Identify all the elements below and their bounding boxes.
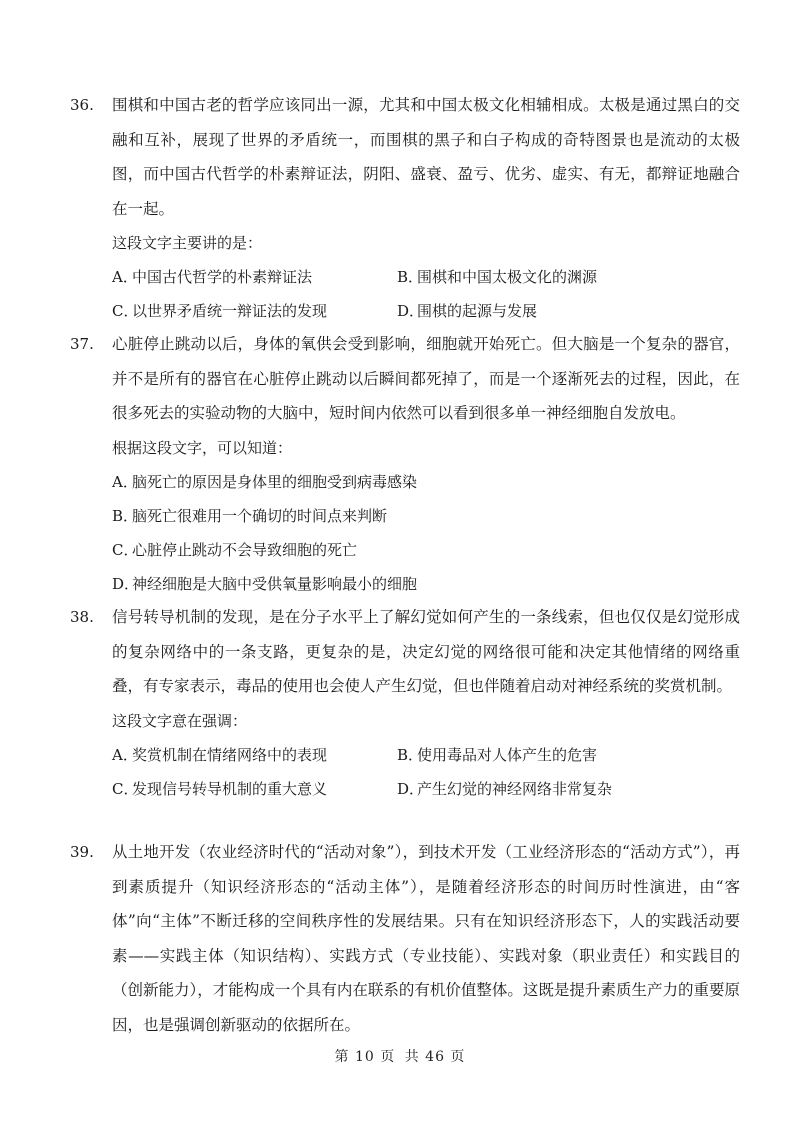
option-a: A．奖赏机制在情绪网络中的表现 xyxy=(112,745,328,764)
question-36 xyxy=(70,88,740,328)
option-a: A．中国古代哲学的朴素辩证法 xyxy=(112,268,313,286)
question-38 xyxy=(70,600,740,806)
question-39 xyxy=(70,835,740,1042)
option-c: C．发现信号转导机制的重大意义 xyxy=(112,779,328,798)
page-number: 第 10 页 xyxy=(334,1049,396,1065)
question-prompt: 根据这段文字，可以知道： xyxy=(112,438,293,457)
option-b: B．围棋和中国太极文化的渊源 xyxy=(397,268,598,286)
option-c: C．心脏停止跳动不会导致细胞的死亡 xyxy=(112,540,358,559)
options-list xyxy=(112,465,740,601)
question-37 xyxy=(70,327,740,601)
question-stem: 围棋和中国古老的哲学应该同出一源，尤其和中国太极文化相辅相成。太极是通过黑白的交融和互补，展现了世界的矛盾统一，而围棋的黑子和白子构成的奇特图景也是流动的太极图，而中国古代哲学的朴素辩证法，阴阳、盛衰、盈亏、优劣、虚实、有无，都辩证地融合在一起。 xyxy=(112,96,740,218)
question-number: 37. xyxy=(70,335,94,353)
question-number: 36. xyxy=(70,96,94,114)
option-b: B．使用毒品对人体产生的危害 xyxy=(397,745,598,764)
options-list xyxy=(112,738,740,806)
question-stem: 从土地开发（农业经济时代的“活动对象”），到技术开发（工业经济形态的“活动方式”），再到素质提升（知识经济形态的“活动主体”），是随着经济形态的时间历时性演进，由“客体”向“主体”不断迁移的空间秩序性的发展结果。只有在知识经济形态下，人的实践活动要素——实践主体（知识结构）、实践方式（专业技能）、实践对象（职业责任）和实践目的（创新能力），才能构成一个具有内在联系的有机价值整体。这既是提升素质生产力的重要原因，也是强调创新驱动的依据所在。 xyxy=(112,843,740,1034)
question-prompt: 这段文字主要讲的是： xyxy=(112,234,263,252)
option-a: A．脑死亡的原因是身体里的细胞受到病毒感染 xyxy=(112,472,418,491)
page-total: 共 46 页 xyxy=(404,1049,466,1065)
option-b: B．脑死亡很难用一个确切的时间点来判断 xyxy=(112,506,388,525)
options-list xyxy=(112,260,740,328)
option-d: D．围棋的起源与发展 xyxy=(397,302,538,320)
option-d: D．神经细胞是大脑中受供氧量影响最小的细胞 xyxy=(112,574,418,593)
question-number: 38. xyxy=(70,608,94,626)
question-prompt: 这段文字意在强调： xyxy=(112,711,248,730)
option-c: C．以世界矛盾统一辩证法的发现 xyxy=(112,302,328,320)
page-footer xyxy=(0,1046,800,1066)
question-stem: 信号转导机制的发现，是在分子水平上了解幻觉如何产生的一条线索，但也仅仅是幻觉形成的复杂网络中的一条支路，更复杂的是，决定幻觉的网络很可能和决定其他情绪的网络重叠，有专家表示，毒品的使用也会使人产生幻觉，但也伴随着启动对神经系统的奖赏机制。 xyxy=(112,608,740,695)
option-d: D．产生幻觉的神经网络非常复杂 xyxy=(397,779,613,798)
question-number: 39. xyxy=(70,843,94,861)
question-stem: 心脏停止跳动以后，身体的氧供会受到影响，细胞就开始死亡。但大脑是一个复杂的器官，并不是所有的器官在心脏停止跳动以后瞬间都死掉了，而是一个逐渐死去的过程，因此，在很多死去的实验动物的大脑中，短时间内依然可以看到很多单一神经细胞自发放电。 xyxy=(112,335,740,422)
